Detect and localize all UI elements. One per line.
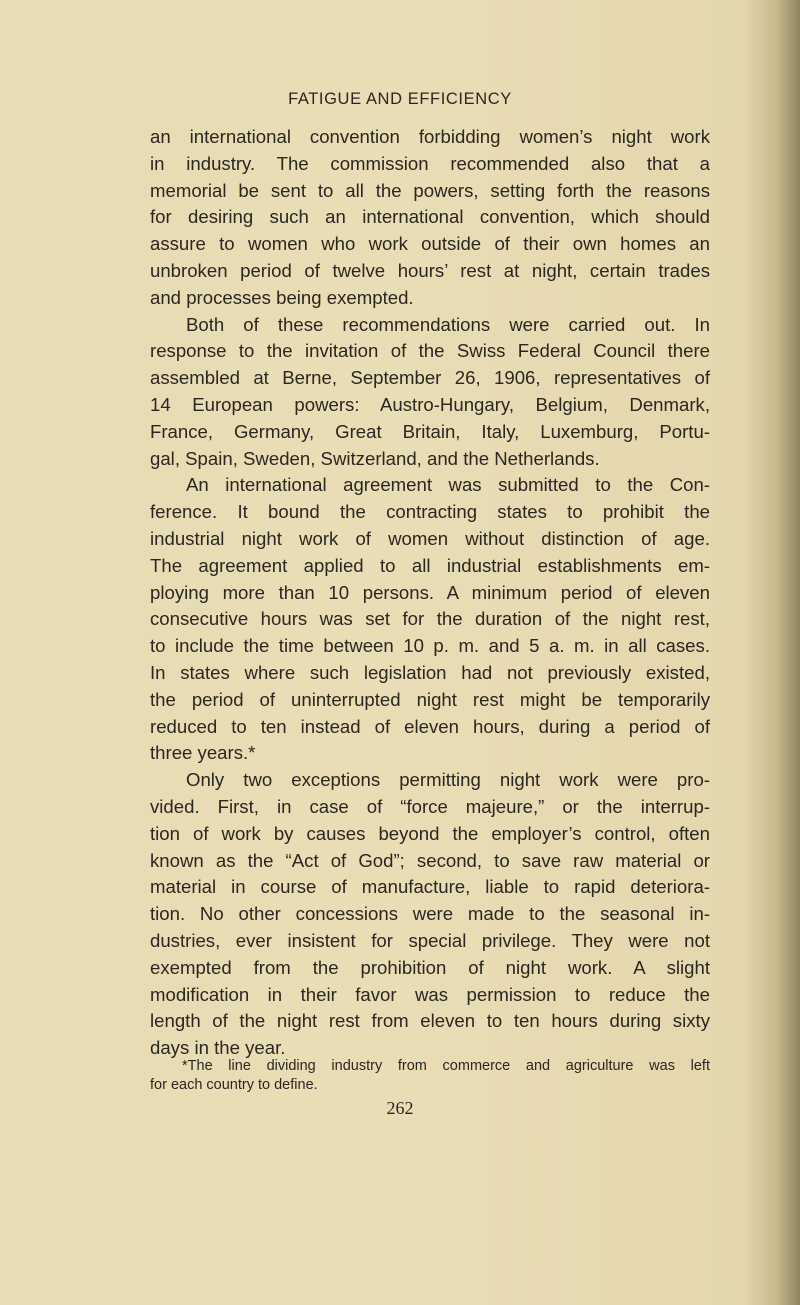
text-line: ploying more than 10 persons. A minimum period of eleven <box>150 581 710 603</box>
text-line: gal, Spain, Sweden, Switzerland, and the Netherlands. <box>150 447 600 469</box>
text-line: Both of these recommendations were carried out. In <box>186 313 710 335</box>
text-line: In states where such legislation had not previously existed, <box>150 661 710 683</box>
page-number: 262 <box>386 1098 414 1118</box>
text-line: assembled at Berne, September 26, 1906, representatives of <box>150 367 710 389</box>
text-line: ference. It bound the contracting states to prohibit the <box>150 501 710 523</box>
text-line: response to the invitation of the Swiss Federal Council there <box>150 340 710 362</box>
text-line: tion. No other concessions were made to the seasonal in- <box>150 903 710 925</box>
text-line: 14 European powers: Austro-Hungary, Belgium, Denmark, <box>150 393 710 415</box>
text-line: Only two exceptions permitting night work were pro- <box>186 769 710 791</box>
text-line: unbroken period of twelve hours’ rest at night, certain trades <box>150 259 710 281</box>
footnote-line: *The line dividing industry from commerce and agriculture was left <box>182 1058 710 1074</box>
text-line: material in course of manufacture, liable to rapid deteriora- <box>150 876 710 898</box>
text-line: an international convention forbidding women’s night work <box>150 126 710 147</box>
running-header: FATIGUE AND EFFICIENCY <box>288 90 512 108</box>
text-line: the period of uninterrupted night rest might be temporarily <box>150 688 710 710</box>
text-line: dustries, ever insistent for special privilege. They were not <box>150 929 710 951</box>
text-line: three years.* <box>150 742 256 764</box>
text-line: to include the time between 10 p. m. and 5 a. m. in all cases. <box>150 635 710 657</box>
text-line: in industry. The commission recommended also that a <box>150 152 710 174</box>
text-line: and processes being exempted. <box>150 286 414 308</box>
text-line: tion of work by causes beyond the employer’s control, often <box>150 822 710 844</box>
text-line: The agreement applied to all industrial establishments em- <box>150 554 710 576</box>
text-line: known as the “Act of God”; second, to save raw material or <box>150 849 710 871</box>
text-line: days in the year. <box>150 1037 286 1059</box>
body-text <box>150 124 710 1062</box>
text-line: reduced to ten instead of eleven hours, during a period of <box>150 715 710 737</box>
text-line: vided. First, in case of “force majeure,” or the interrup- <box>150 795 710 817</box>
text-line: industrial night work of women without distinction of age. <box>150 527 710 549</box>
text-line: France, Germany, Great Britain, Italy, Luxemburg, Portu- <box>150 420 710 442</box>
text-line: assure to women who work outside of their own homes an <box>150 233 710 255</box>
footnote-line: for each country to define. <box>150 1077 318 1093</box>
text-line: memorial be sent to all the powers, setting forth the reasons <box>150 179 710 201</box>
text-line: length of the night rest from eleven to ten hours during sixty <box>150 1010 710 1032</box>
text-line: consecutive hours was set for the duration of the night rest, <box>150 608 710 630</box>
text-line: exempted from the prohibition of night work. A slight <box>150 956 710 978</box>
text-line: An international agreement was submitted to the Con- <box>186 474 710 496</box>
text-line: for desiring such an international convention, which should <box>150 206 710 228</box>
footnote <box>150 1057 710 1095</box>
text-line: modification in their favor was permission to reduce the <box>150 983 710 1005</box>
